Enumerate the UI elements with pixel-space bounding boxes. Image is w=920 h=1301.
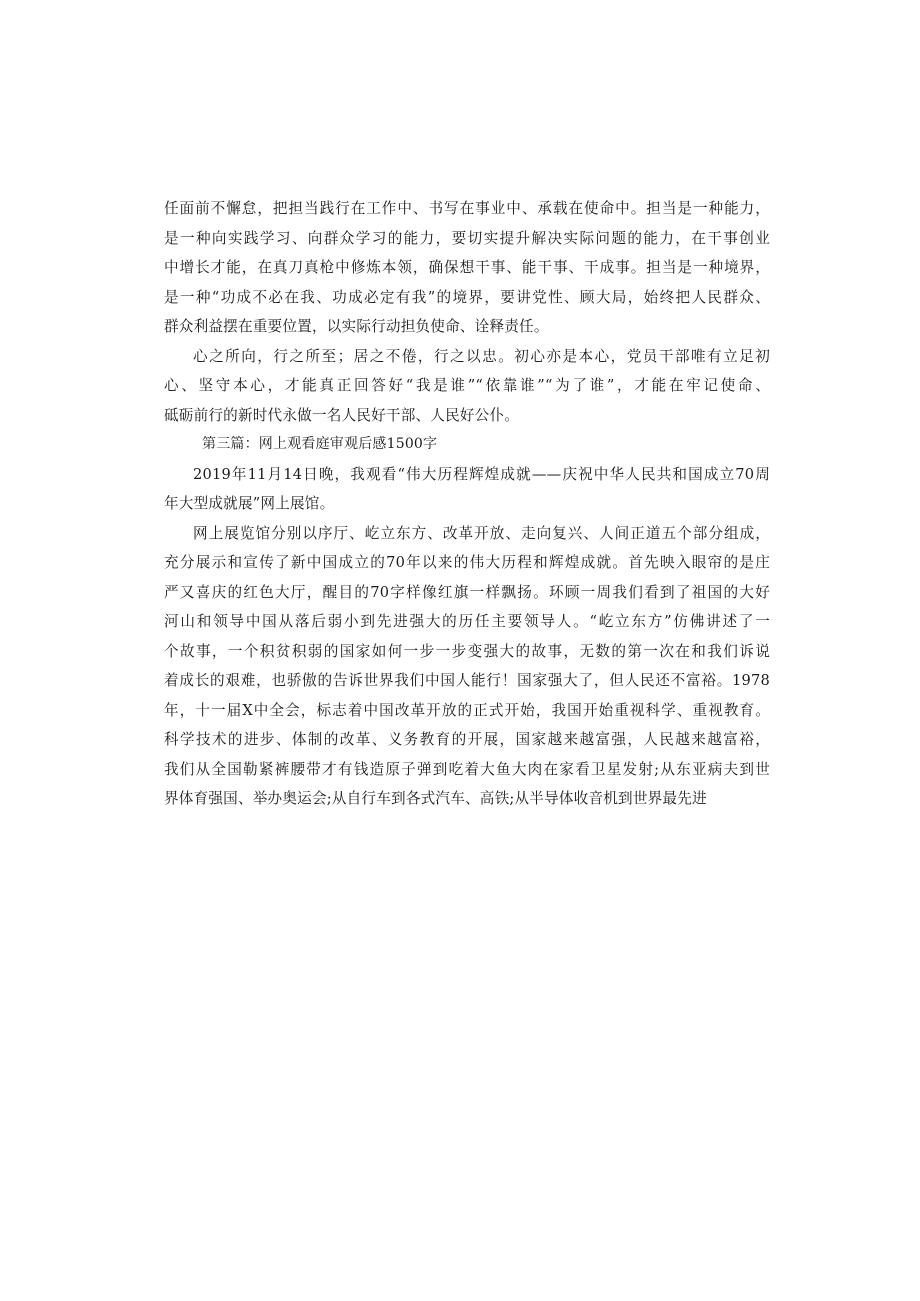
text-line: 充分展示和宣传了新中国成立的70年以来的伟大历程和辉煌成就。首先映入眼帘的是庄 [164,554,770,571]
text-line: 中增长才能，在真刀真枪中修炼本领，确保想干事、能干事、干成事。担当是一种境界， [164,259,770,276]
text-line: 严又喜庆的红色大厅，醒目的70字样像红旗一样飘扬。环顾一周我们看到了祖国的大好 [164,583,770,601]
text-line: 着成长的艰难，也骄傲的告诉世界我们中国人能行！国家强大了，但人民还不富裕。1978 [164,672,770,689]
text-line: 界体育强国、举办奥运会;从自行车到各式汽车、高铁;从半导体收音机到世界最先进 [164,790,707,807]
text-line: 科学技术的进步、体制的改革、义务教育的开展，国家越来越富强，人民越来越富裕， [164,731,770,748]
text-line: 年，十一届X中全会，标志着中国改革开放的正式开始，我国开始重视科学、重视教育。 [164,701,770,719]
text-line: 年大型成就展”网上展馆。 [164,495,335,512]
document-page [164,194,770,814]
paragraph-responsibility [164,194,770,342]
paragraph-original-aspiration [164,342,770,431]
text-line: 2019年11月14日晚，我观看“伟大历程辉煌成就——庆祝中华人民共和国成立70周 [193,465,770,483]
text-line: 砥砺前行的新时代永做一名人民好干部、人民好公仆。 [164,406,520,424]
text-line: 我们从全国勒紧裤腰带才有钱造原子弹到吃着大鱼大肉在家看卫星发射;从东亚病夫到世 [164,760,770,778]
text-line: 心之所向，行之所至；居之不倦，行之以忠。初心亦是本心，党员干部唯有立足初 [193,347,770,365]
text-line: 任面前不懈怠，把担当践行在工作中、书写在事业中、承载在使命中。担当是一种能力， [164,200,770,217]
text-line: 河山和领导中国从落后弱小到先进强大的历任主要领导人。“屹立东方”仿佛讲述了一 [164,613,770,630]
text-line: 是一种向实践学习、向群众学习的能力，要切实提升解决实际问题的能力，在干事创业 [164,229,770,247]
paragraph-exhibition-intro [164,460,770,519]
text-line: 心、坚守本心，才能真正回答好“我是谁”“依靠谁”“为了谁”，才能在牢记使命、 [164,377,770,394]
paragraph-exhibition-body [164,519,770,814]
text-line: 群众利益摆在重要位置，以实际行动担负使命、诠释责任。 [164,318,549,335]
text-line: 是一种“功成不必在我、功成必定有我”的境界，要讲党性、顾大局，始终把人民群众、 [164,288,770,306]
section-heading: 第三篇：网上观看庭审观后感1500字 [202,436,438,452]
text-line: 个故事，一个积贫积弱的国家如何一步一步变强大的故事，无数的第一次在和我们诉说 [164,642,770,660]
text-line: 网上展览馆分别以序厅、屹立东方、改革开放、走向复兴、人间正道五个部分组成， [193,524,770,542]
